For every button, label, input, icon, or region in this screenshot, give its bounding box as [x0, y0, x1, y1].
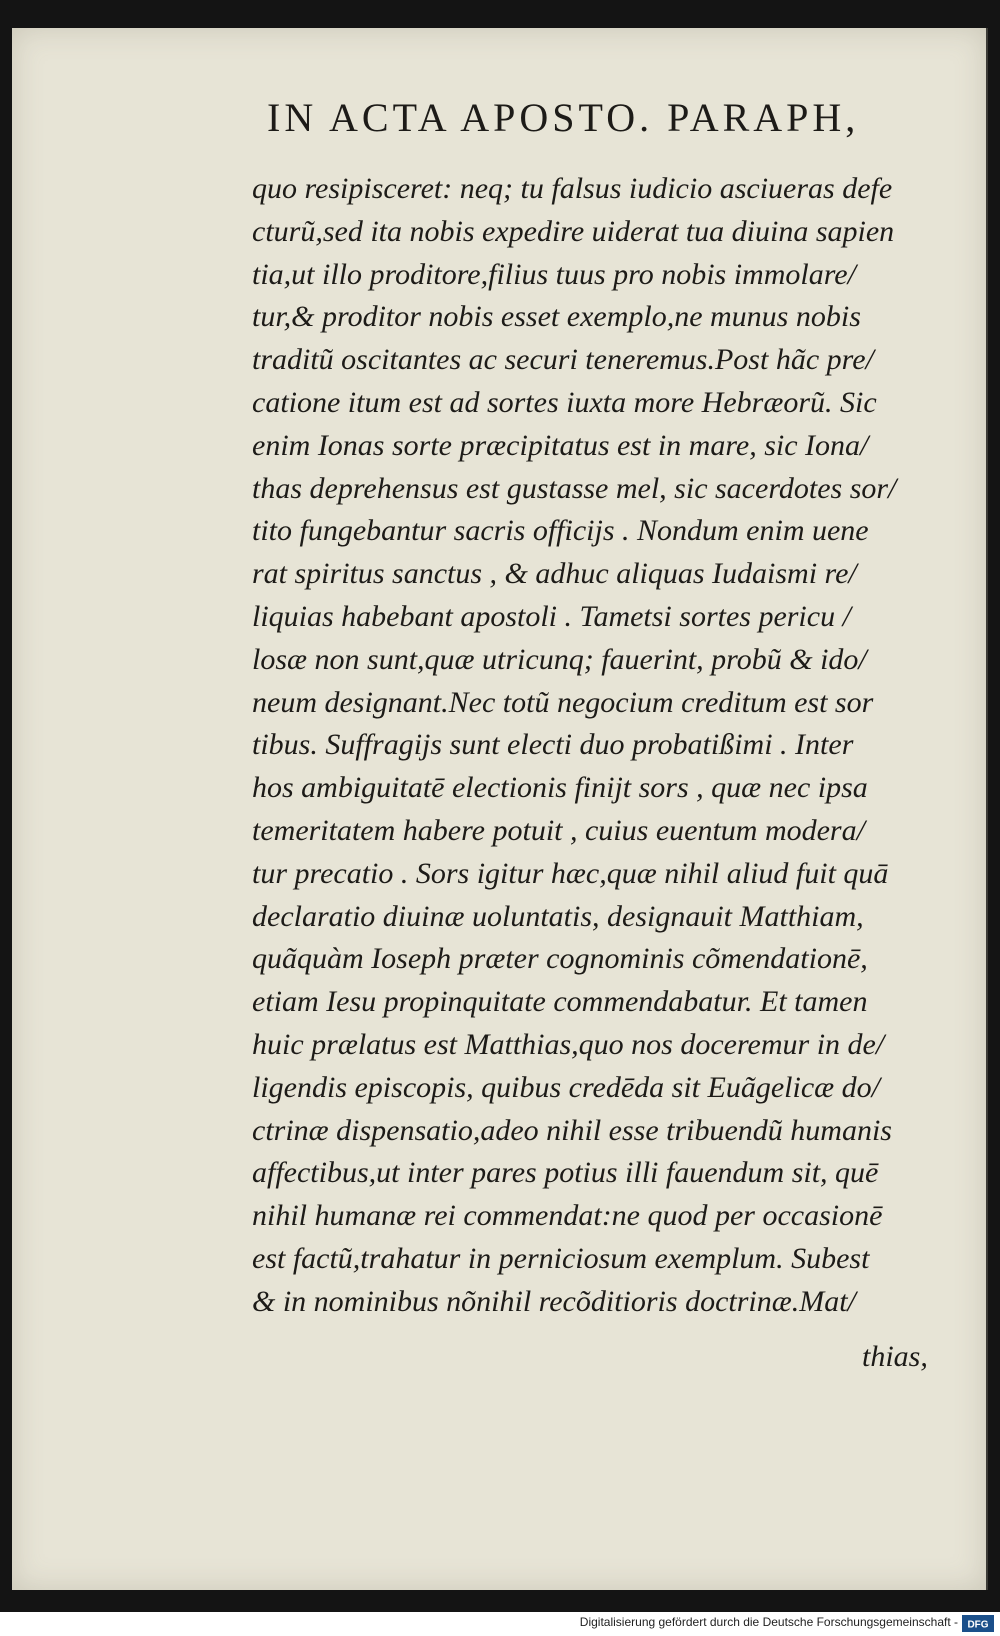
text-line: catione itum est ad sortes iuxta more Hebræorũ. Sic — [252, 385, 877, 419]
text-line: rat spiritus sanctus , & adhuc aliquas Iudaismi re/ — [252, 557, 857, 591]
text-line: tur,& proditor nobis esset exemplo,ne munus nobis — [252, 300, 861, 334]
text-line: tur precatio . Sors igitur hæc,quæ nihil aliud fuit quā — [252, 856, 889, 890]
text-line: quo resipisceret: neq; tu falsus iudicio asciueras defe — [252, 172, 893, 205]
text-line: thas deprehensus est gustasse mel, sic sacerdotes sor/ — [252, 471, 897, 505]
text-line: & in nominibus nõnihil recõditioris doctrinæ.Mat/ — [252, 1284, 856, 1318]
text-line: quãquàm Ioseph præter cognominis cõmendationē, — [252, 942, 868, 976]
text-line: ligendis episcopis, quibus credēda sit Euãgelicæ do/ — [252, 1070, 880, 1104]
text-line: nihil humanæ rei commendat:ne quod per occasionē — [252, 1199, 883, 1233]
text-line: cturũ,sed ita nobis expedire uiderat tua diuina sapien — [252, 214, 895, 248]
body-text — [252, 168, 952, 1324]
text-line: temeritatem habere potuit , cuius euentum modera/ — [252, 813, 865, 847]
text-line: tibus. Suffragijs sunt electi duo probatißimi . Inter — [252, 728, 854, 762]
footer-bar — [0, 1612, 1000, 1636]
text-line: ctrinæ dispensatio,adeo nihil esse tribuendũ humanis — [252, 1113, 892, 1147]
text-line: liquias habebant apostoli . Tametsi sortes pericu / — [252, 599, 851, 633]
text-line: traditũ oscitantes ac securi teneremus.Post hãc pre/ — [252, 343, 874, 377]
text-line: tia,ut illo proditore,filius tuus pro nobis immolare/ — [252, 257, 856, 291]
text-line: neum designant.Nec totũ negocium creditum est sor — [252, 685, 874, 719]
text-line: est factũ,trahatur in perniciosum exemplum. Subest — [252, 1241, 870, 1275]
text-line: etiam Iesu propinquitate commendabatur. Et tamen — [252, 985, 868, 1019]
text-line: affectibus,ut inter pares potius illi fauendum sit, quē — [252, 1156, 879, 1190]
text-line: tito fungebantur sacris officijs . Nondum enim uene — [252, 514, 869, 548]
text-line: huic prælatus est Matthias,quo nos doceremur in de/ — [252, 1027, 885, 1061]
dfg-logo-label: DFG — [967, 1619, 989, 1631]
text-line: declaratio diuinæ uoluntatis, designauit Matthiam, — [252, 899, 864, 933]
catchword: thias, — [862, 1340, 928, 1373]
dfg-logo-icon — [962, 1615, 994, 1632]
text-line: enim Ionas sorte præcipitatus est in mare, sic Iona/ — [252, 428, 869, 462]
book-page — [12, 28, 988, 1590]
text-line: hos ambiguitatē electionis finijt sors , quæ nec ipsa — [252, 771, 868, 805]
digitization-credit: Digitalisierung gefördert durch die Deutsche Forschungsgemeinschaft - — [579, 1615, 958, 1629]
running-head: IN ACTA APOSTO. PARAPH, — [267, 95, 860, 140]
text-line: losæ non sunt,quæ utricunq; fauerint, probũ & ido/ — [252, 642, 867, 676]
